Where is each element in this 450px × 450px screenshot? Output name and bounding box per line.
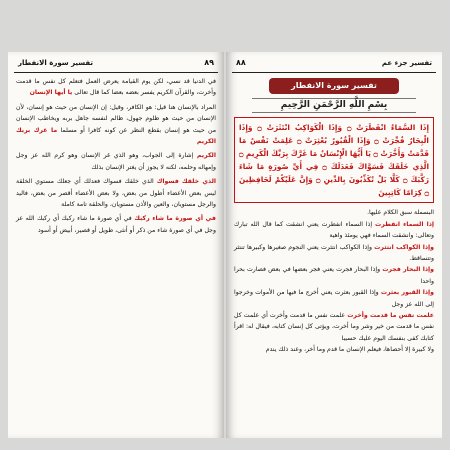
highlighted-verse: فسواك — [156, 178, 179, 186]
left-page-header — [14, 58, 218, 73]
paragraph: المراد بالإنسان هنا قيل: هو الكافر، وقيل: إن الإنسان من حيث هو إنسان، لأن الإنسان من حيث هو ظلوم جهول، ظالم لنفسه جاهل بربه ويخاطب الإنسان من حيث هو إنسان بقطع النظر عن كونه كافرا أو مسلما ما غرك بربك الكريم — [16, 103, 217, 146]
highlighted-verse: ما غرك بربك الكريم — [16, 126, 216, 146]
basmala: بِسْمِ اللَّهِ الرَّحْمَنِ الرَّحِيمِ — [252, 98, 416, 113]
highlighted-verse: الكريم — [196, 152, 216, 160]
highlighted-verse: وإذا البحار فجرت — [382, 266, 435, 274]
running-title: تفسير جزء عم — [381, 59, 432, 67]
right-page — [226, 52, 442, 438]
highlighted-verse: يا أيها الإنسان — [29, 89, 73, 97]
intro-line: البسملة سبق الكلام عليها. — [367, 209, 434, 217]
highlighted-verse: علمت نفس ما قدمت وأخرت — [347, 312, 435, 320]
highlighted-verse: وإذا الكواكب انتثرت — [374, 243, 435, 251]
paragraph: في الدنيا قد نسي، لكن يوم القيامة يعرض العمل فتعلم كل نفس ما قدمت وأخرت، والقرآن الكريم يفسر بعضه بعضا كما قال تعالى يا أيها الإنسان — [16, 78, 216, 97]
running-title: تفسير سورة الانفطار — [18, 59, 94, 67]
paragraph: وإذا الكواكب انتثرت وإذا الكواكب انتثرت يعني النجوم صغيرها وكبيرها تنتثر وتتساقط. — [234, 243, 435, 263]
highlighted-verse: إذا السماء انفطرت — [375, 220, 435, 228]
page-number: ٨٩ — [204, 58, 214, 67]
right-page-header — [232, 58, 436, 73]
paragraph: وإذا القبور بعثرت وإذا القبور بعثرت يعني أخرج ما فيها من الأموات وخرجوا إلى الله عز وجل — [234, 289, 434, 308]
page-number: ٨٨ — [236, 58, 246, 67]
paragraph: في أي صورة ما شاء ركبك في أي صورة ما شاء ركبك أي ركبك الله عز وجل في أي صورة شاء من ذكر أو أنثى، طويل أو قصير، أبيض أو أسود — [16, 215, 216, 234]
highlighted-verse: في أي صورة ما شاء ركبك — [134, 215, 216, 223]
left-page — [8, 52, 224, 438]
paragraph: الذي خلقك فسواك الذي خلقك فسواك فعدلك أي جعلك مستوي الخلقة ليس بعض الأعضاء أطول من بعض، ولا بعض الأعضاء أقصر من بعض، فاليد والرجل مستويان، والعين والأذن مستويان، والحلقة تامة كاملة — [16, 178, 217, 209]
right-page-body — [234, 76, 434, 430]
highlighted-verse: وإذا القبور بعثرت — [380, 289, 434, 297]
surah-title-banner: تفسير سورة الانفطار — [269, 78, 399, 94]
quran-verses-box: إِذَا السَّمَاءُ انْفَطَرَتْ ۝ وَإِذَا الْكَوَاكِبُ انْتَثَرَتْ ۝ وَإِذَا الْبِحَارُ فُجِّرَتْ ۝ وَإِذَا الْقُبُورُ بُعْثِرَتْ ۝ عَلِمَتْ نَفْسٌ مَا قَدَّمَتْ وَأَخَّرَتْ ۝ يَا أَيُّهَا الْإِنْسَانُ مَا غَرَّكَ بِرَبِّكَ الْكَرِيمِ ۝ الَّذِي خَلَقَكَ فَسَوَّاكَ فَعَدَلَكَ ۝ فِي أَيِّ صُورَةٍ مَا شَاءَ رَكَّبَكَ ۝ كَلَّا بَلْ تُكَذِّبُونَ بِالدِّينِ ۝ وَإِنَّ عَلَيْكُمْ لَحَافِظِينَ ۝ كِرَامًا كَاتِبِينَ — [234, 117, 434, 203]
paragraph: وإذا البحار فجرت وإذا البحار فجرت يعني فجر بعضها في بعض فصارت بحرا واحدا — [234, 266, 435, 285]
left-page-body — [16, 76, 216, 430]
paragraph: الكريم إشارة إلى الجواب، وهو الذي غر الإنسان وهو كرم الله عز وجل وإمهاله وحلمه، لكنه لا يجوز أن يغتر الإنسان بذلك — [16, 152, 216, 171]
highlighted-verse: الذي خلقك — [181, 178, 217, 186]
paragraph: ولا كبيرة إلا أحصاها، فيعلم الإنسان ما قدم وما أخر، وعند ذلك يندم — [265, 346, 434, 354]
open-book — [8, 52, 442, 438]
paragraph: علمت نفس ما قدمت وأخرت علمت نفس ما قدمت وأخرت أي علمت كل نفس ما قدمت من خير وشر وما أخرت، ويؤتى كل إنسان كتابه، فيقال له: اقرأ كتابك كفى بنفسك اليوم عليك حسيبا — [234, 312, 435, 342]
paragraph: إذا السماء انفطرت إذا السماء انفطرت يعني انشقت كما قال الله تبارك وتعالى: وانشقت السماء فهي يومئذ واهية — [234, 220, 435, 240]
